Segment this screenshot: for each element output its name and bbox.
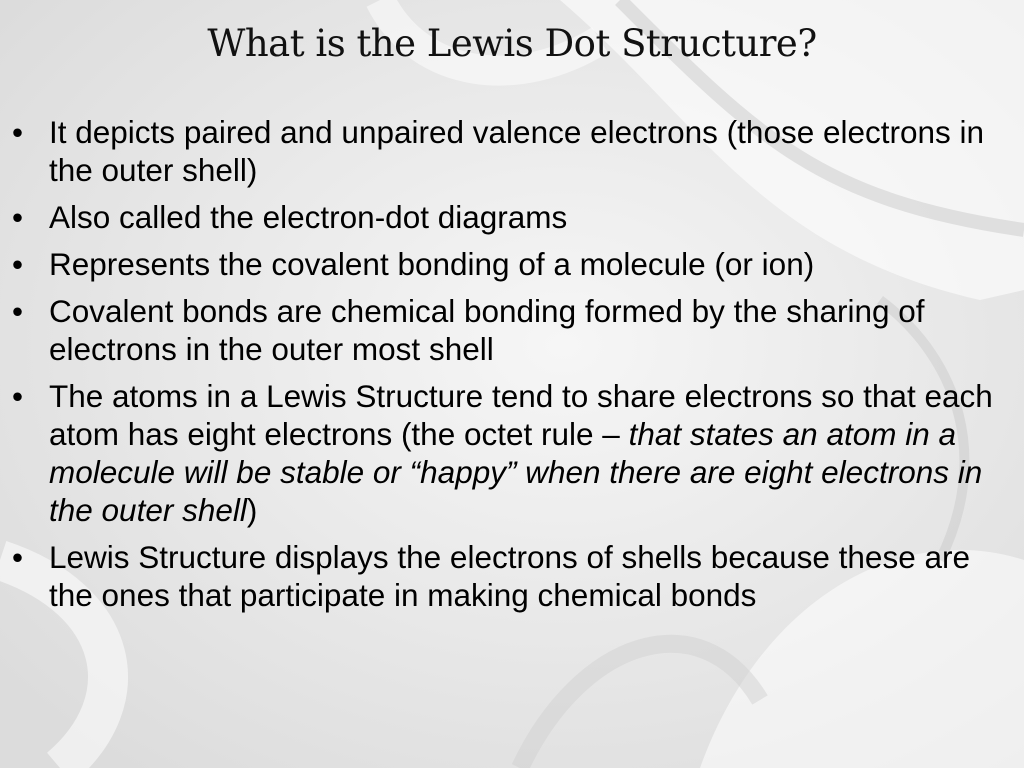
bullet-icon: • (12, 199, 24, 235)
bullet-icon: • (12, 378, 24, 414)
bullet-text-before: The atoms in a Lewis Structure tend to share electrons so that each atom has eight electrons (the octet rule – (49, 378, 993, 452)
bullet-item (10, 538, 1015, 614)
bullet-icon: • (12, 293, 24, 329)
bullet-text: Also called the electron-dot diagrams (49, 199, 568, 235)
bullet-text: Represents the covalent bonding of a molecule (or ion) (49, 246, 815, 282)
bullet-item (10, 245, 1015, 283)
bullet-item (10, 113, 1015, 189)
bullet-icon: • (12, 539, 24, 575)
slide-title: What is the Lewis Dot Structure? (207, 22, 817, 65)
bullet-item (10, 377, 1015, 529)
bullet-text: Lewis Structure displays the electrons of shells because these are the ones that participate in making chemical bonds (49, 539, 970, 613)
bullet-list (10, 113, 1015, 623)
bullet-icon: • (12, 114, 24, 150)
bullet-item (10, 198, 1015, 236)
bullet-icon: • (12, 246, 24, 282)
bullet-text: Covalent bonds are chemical bonding formed by the sharing of electrons in the outer most shell (49, 293, 925, 367)
bullet-text-italic: that states an atom in a molecule will be stable or “happy” when there are eight electrons in the outer shell (49, 416, 983, 528)
bullet-text-after: ) (246, 492, 258, 528)
bullet-item (10, 292, 1015, 368)
bullet-text: It depicts paired and unpaired valence electrons (those electrons in the outer shell) (49, 114, 985, 188)
